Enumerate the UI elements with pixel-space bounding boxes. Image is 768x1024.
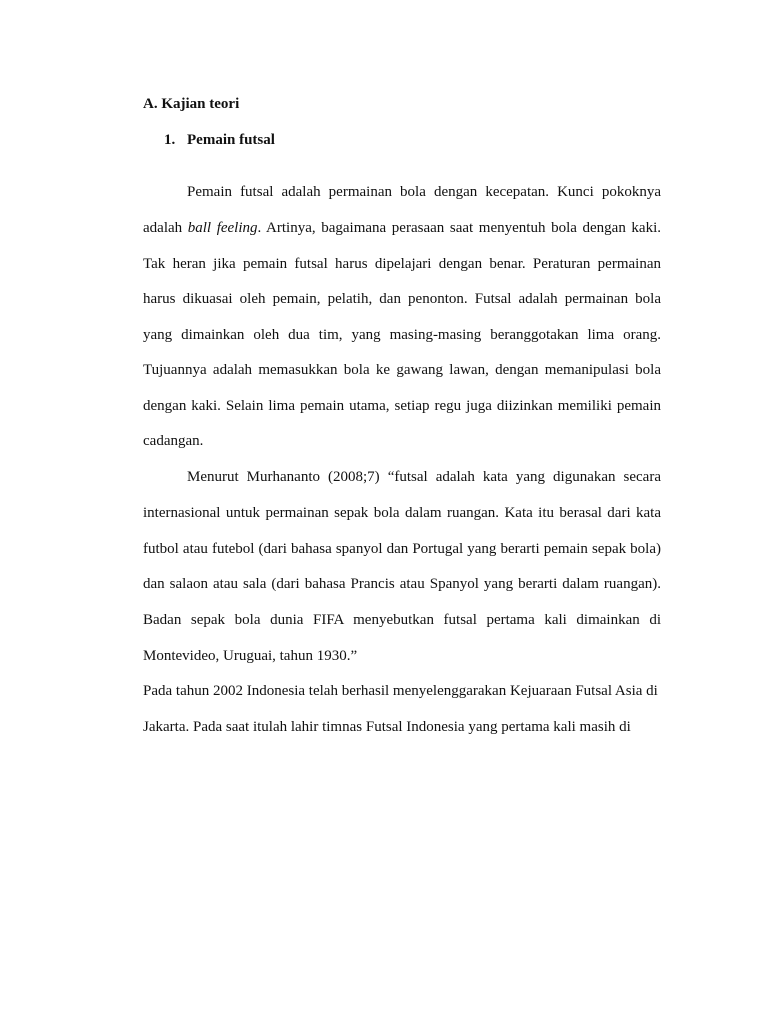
paragraph-line: Badan sepak bola dunia FIFA menyebutkan futsal pertama kali dimainkan di <box>143 612 661 628</box>
paragraph-line: dengan kaki. Selain lima pemain utama, setiap regu juga diizinkan memiliki pemain <box>143 398 661 414</box>
paragraph-line: futbol atau futebol (dari bahasa spanyol dan Portugal yang berarti pemain sepak bola) <box>143 541 661 557</box>
paragraph-line: Pemain futsal adalah permainan bola dengan kecepatan. Kunci pokoknya <box>187 184 661 200</box>
paragraph-line: cadangan. <box>143 433 204 449</box>
text-span: adalah <box>143 220 188 236</box>
paragraph-line: Tujuannya adalah memasukkan bola ke gawang lawan, dengan memanipulasi bola <box>143 362 661 378</box>
paragraph-line <box>143 219 661 237</box>
paragraph-line: dan salaon atau sala (dari bahasa Prancis atau Spanyol yang berarti dalam ruangan). <box>143 576 661 592</box>
subsection-heading <box>164 132 275 149</box>
paragraph-line: Jakarta. Pada saat itulah lahir timnas Futsal Indonesia yang pertama kali masih di <box>143 719 631 735</box>
italic-term: ball feeling <box>187 220 258 236</box>
paragraph-line: Tak heran jika pemain futsal harus dipelajari dengan benar. Peraturan permainan <box>143 256 661 272</box>
paragraph-line: harus dikuasai oleh pemain, pelatih, dan penonton. Futsal adalah permainan bola <box>143 291 661 307</box>
paragraph-line: Montevideo, Uruguai, tahun 1930.” <box>143 648 358 664</box>
paragraph-line: Menurut Murhananto (2008;7) “futsal adalah kata yang digunakan secara <box>187 469 661 485</box>
paragraph-line: yang dimainkan oleh dua tim, yang masing-masing beranggotakan lima orang. <box>143 327 661 343</box>
section-heading: A. Kajian teori <box>143 96 240 112</box>
paragraph-line: Pada tahun 2002 Indonesia telah berhasil menyelenggarakan Kejuaraan Futsal Asia di <box>143 683 658 699</box>
subsection-number: 1. <box>164 132 176 148</box>
paragraph-line: internasional untuk permainan sepak bola dalam ruangan. Kata itu berasal dari kata <box>143 505 661 521</box>
subsection-title: Pemain futsal <box>187 132 275 148</box>
text-span: . Artinya, bagaimana perasaan saat menyentuh bola dengan kaki. <box>257 220 661 236</box>
